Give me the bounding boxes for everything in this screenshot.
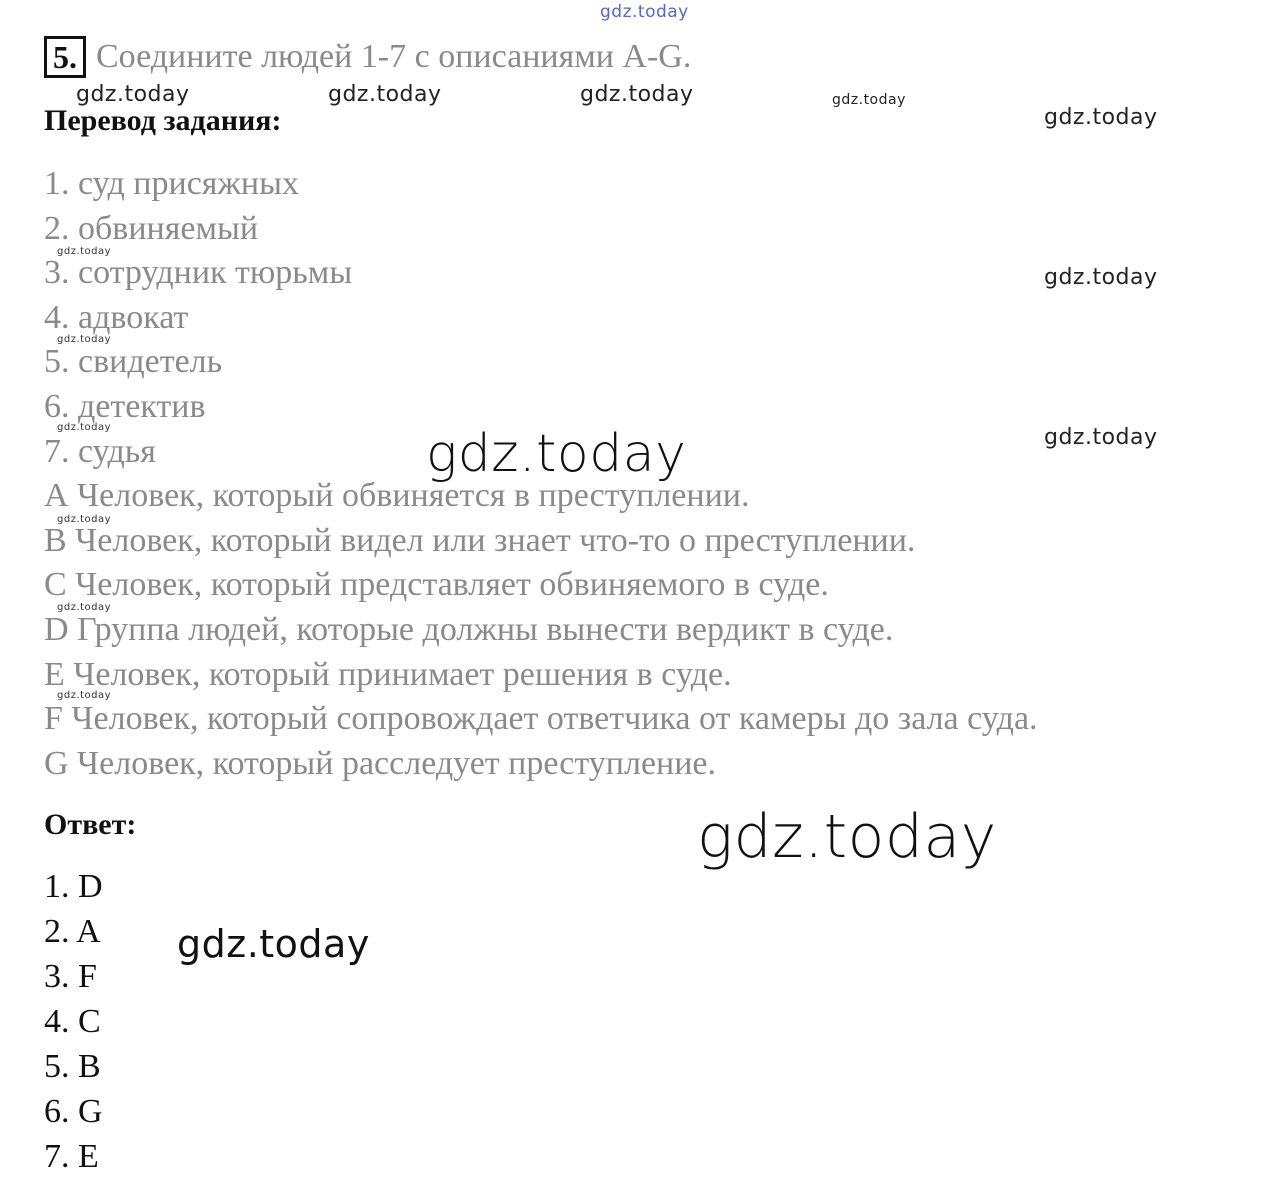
answer-title: Ответ: bbox=[44, 808, 137, 841]
task-header bbox=[44, 36, 691, 78]
watermark: gdz.today bbox=[580, 82, 694, 107]
list-item: 2. A bbox=[44, 913, 101, 950]
list-item: 6. детектив bbox=[44, 387, 206, 425]
watermark: gdz.today bbox=[1044, 265, 1158, 290]
translation-title: Перевод задания: bbox=[44, 104, 282, 137]
list-item: 7. судья bbox=[44, 432, 156, 470]
task-instruction: Соедините людей 1-7 с описаниями А-G. bbox=[96, 38, 692, 75]
watermark: gdz.today bbox=[57, 602, 112, 613]
watermark: gdz.today bbox=[1044, 425, 1158, 450]
watermark: gdz.today bbox=[177, 922, 370, 966]
watermark: gdz.today bbox=[57, 334, 112, 345]
list-item: 5. свидетель bbox=[44, 343, 223, 381]
watermark: gdz.today bbox=[76, 82, 190, 107]
watermark-large: gdz.today bbox=[697, 802, 997, 872]
answer-list bbox=[44, 864, 103, 1179]
watermark: gdz.today bbox=[57, 422, 112, 433]
watermark: gdz.today bbox=[57, 246, 112, 257]
watermark: gdz.today bbox=[57, 690, 112, 701]
watermark: gdz.today bbox=[1044, 105, 1158, 130]
watermark-top: gdz.today bbox=[600, 2, 689, 22]
list-item: 6. G bbox=[44, 1093, 103, 1130]
list-item: А Человек, который обвиняется в преступлении. bbox=[44, 477, 750, 515]
list-item: 4. адвокат bbox=[44, 298, 189, 336]
list-item: Е Человек, который принимает решения в суде. bbox=[44, 655, 732, 693]
list-item: 2. обвиняемый bbox=[44, 209, 259, 247]
list-item: 7. E bbox=[44, 1138, 99, 1175]
list-item: 1. D bbox=[44, 868, 103, 905]
watermark: gdz.today bbox=[832, 92, 906, 108]
list-item: D Группа людей, которые должны вынести вердикт в суде. bbox=[44, 610, 894, 648]
list-item: 1. суд присяжных bbox=[44, 165, 299, 202]
watermark: gdz.today bbox=[328, 82, 442, 107]
list-item: В Человек, который видел или знает что-то о преступлении. bbox=[44, 521, 916, 559]
list-item: С Человек, который представляет обвиняемого в суде. bbox=[44, 566, 829, 604]
list-item: G Человек, который расследует преступление. bbox=[44, 744, 717, 782]
watermark: gdz.today bbox=[57, 514, 112, 525]
list-item: 3. F bbox=[44, 958, 97, 995]
task-number-box: 5. bbox=[44, 36, 86, 78]
list-item: 3. сотрудник тюрьмы bbox=[44, 254, 353, 292]
list-item: 4. C bbox=[44, 1003, 101, 1040]
watermark-large: gdz.today bbox=[426, 424, 687, 484]
list-item: 5. B bbox=[44, 1048, 101, 1085]
list-item: F Человек, который сопровождает ответчика от камеры до зала суда. bbox=[44, 700, 1038, 738]
